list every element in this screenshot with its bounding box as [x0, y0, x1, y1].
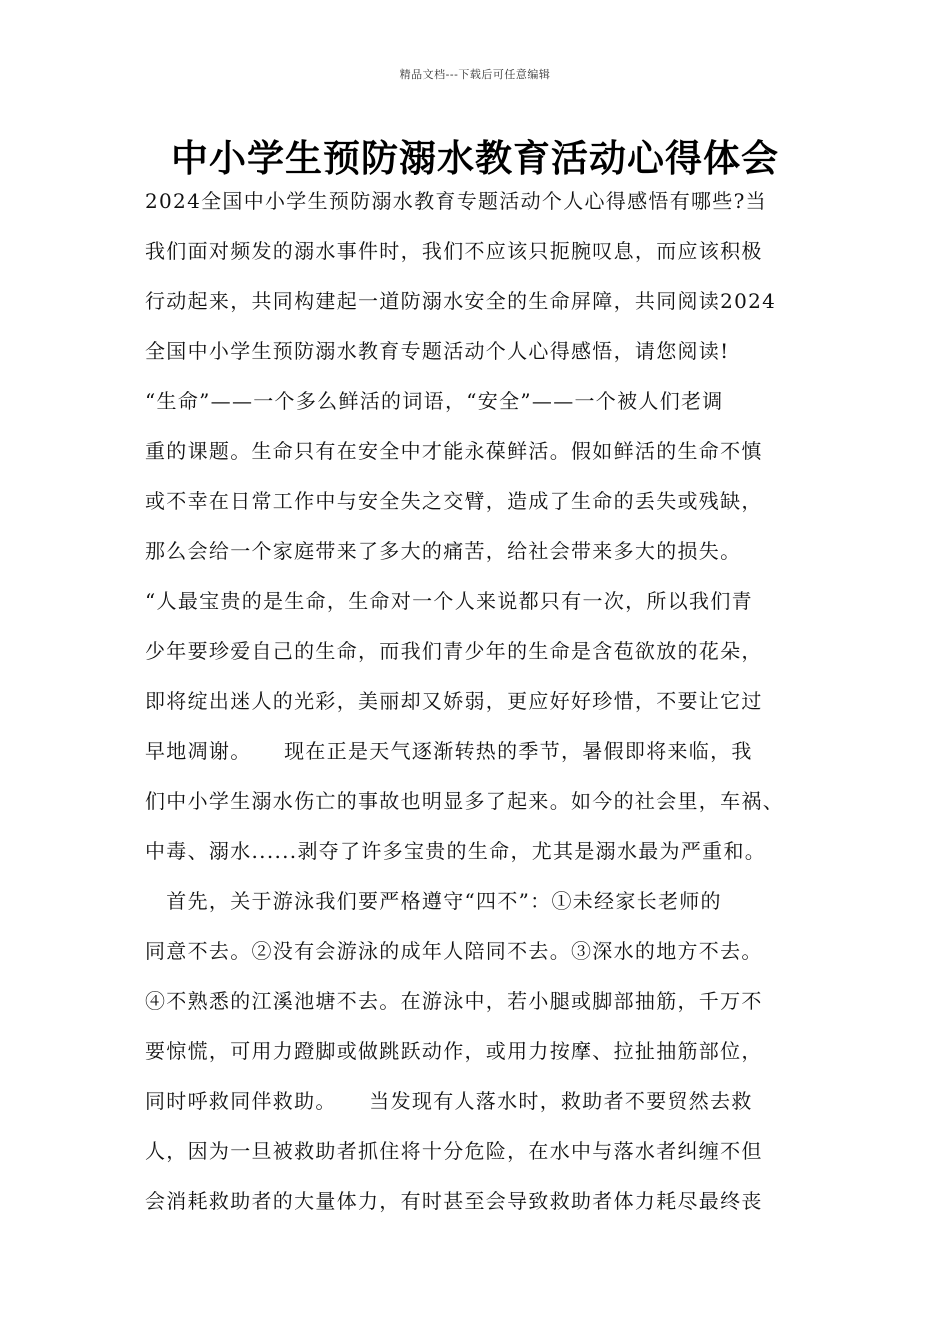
body-line: 2024全国中小学生预防溺水教育专题活动个人心得感悟有哪些?当 [145, 189, 767, 213]
body-line: “人最宝贵的是生命，生命对一个人来说都只有一次，所以我们青 [145, 589, 753, 613]
body-line: 即将绽出迷人的光彩，美丽却又娇弱，更应好好珍惜，不要让它过 [145, 689, 763, 713]
body-line: “生命”——一个多么鲜活的词语，“安全”——一个被人们老调 [145, 389, 724, 413]
body-line: 少年要珍爱自己的生命，而我们青少年的生命是含苞欲放的花朵， [145, 639, 763, 663]
body-line: 全国中小学生预防溺水教育专题活动个人心得感悟，请您阅读! [145, 339, 730, 363]
body-line: 首先，关于游泳我们要严格遵守“四不”：①未经家长老师的 [145, 889, 722, 913]
body-line: 重的课题。生命只有在安全中才能永葆鲜活。假如鲜活的生命不慎 [145, 439, 763, 463]
body-line: 们中小学生溺水伤亡的事故也明显多了起来。如今的社会里，车祸、 [145, 789, 784, 813]
header-note: 精品文档---下载后可任意编辑 [399, 68, 551, 81]
document-body [145, 180, 825, 1230]
body-line: 或不幸在日常工作中与安全失之交臂，造成了生命的丢失或残缺， [145, 489, 763, 513]
document-title: 中小学生预防溺水教育活动心得体会 [171, 137, 779, 180]
body-line: ④不熟悉的江溪池塘不去。在游泳中，若小腿或脚部抽筋，千万不 [145, 989, 763, 1013]
body-line: 早地凋谢。 现在正是天气逐渐转热的季节，暑假即将来临，我 [145, 739, 753, 763]
body-line: 同时呼救同伴救助。 当发现有人落水时，救助者不要贸然去救 [145, 1089, 753, 1113]
body-line: 行动起来，共同构建起一道防溺水安全的生命屏障，共同阅读2024 [145, 289, 777, 313]
body-line: 我们面对频发的溺水事件时，我们不应该只扼腕叹息，而应该积极 [145, 239, 763, 263]
body-line: 会消耗救助者的大量体力，有时甚至会导致救助者体力耗尽最终丧 [145, 1189, 763, 1213]
body-line: 同意不去。②没有会游泳的成年人陪同不去。③深水的地方不去。 [145, 939, 763, 963]
body-line: 要惊慌，可用力蹬脚或做跳跃动作，或用力按摩、拉扯抽筋部位， [145, 1039, 763, 1063]
body-line: 中毒、溺水......剥夺了许多宝贵的生命，尤其是溺水最为严重和。 [145, 839, 767, 863]
body-line: 那么会给一个家庭带来了多大的痛苦，给社会带来多大的损失。 [145, 539, 742, 563]
body-line: 人，因为一旦被救助者抓住将十分危险，在水中与落水者纠缠不但 [145, 1139, 763, 1163]
